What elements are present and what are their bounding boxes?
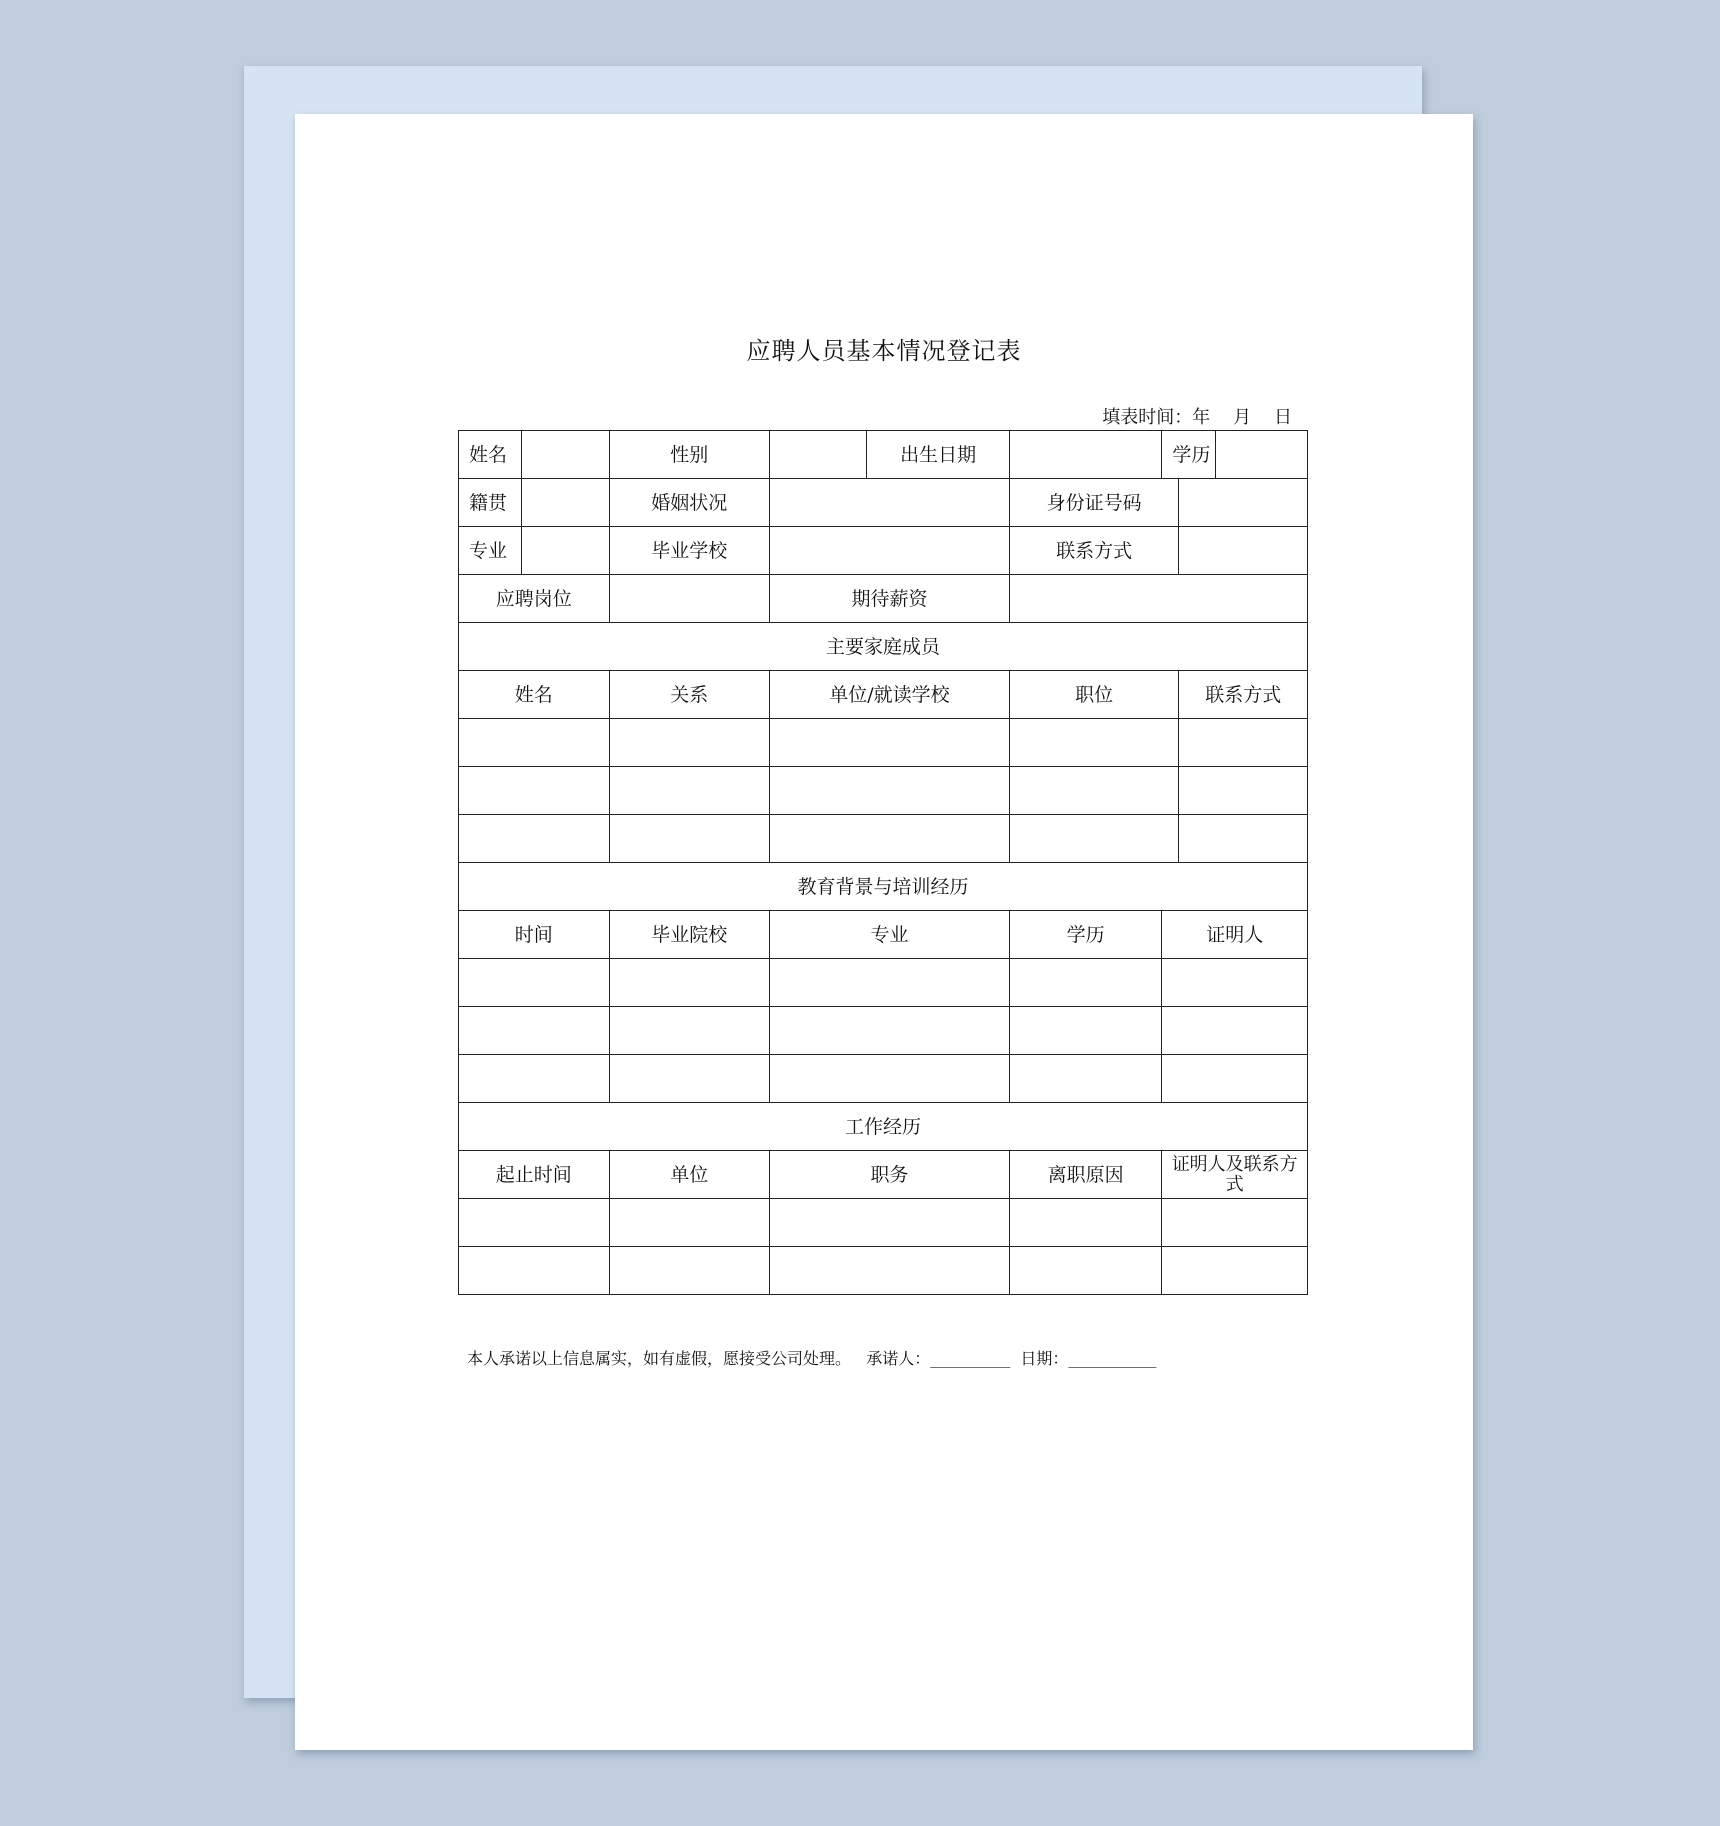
work-row xyxy=(459,1199,1308,1247)
work-col-reference-contact: 证明人及联系方式 xyxy=(1162,1151,1308,1199)
table-cell[interactable] xyxy=(1179,767,1308,815)
table-cell[interactable] xyxy=(1009,1007,1162,1055)
table-cell[interactable] xyxy=(459,815,610,863)
table-cell[interactable] xyxy=(1179,815,1308,863)
document-title: 应聘人员基本情况登记表 xyxy=(746,337,1022,365)
work-header-row xyxy=(459,1151,1308,1199)
table-cell[interactable] xyxy=(609,1247,770,1295)
education-section-heading: 教育背景与培训经历 xyxy=(459,863,1308,911)
education-col-time: 时间 xyxy=(459,911,610,959)
work-col-period: 起止时间 xyxy=(459,1151,610,1199)
family-col-employer: 单位/就读学校 xyxy=(770,671,1010,719)
education-label: 学历 xyxy=(1162,431,1215,479)
family-col-name: 姓名 xyxy=(459,671,610,719)
education-value-cell[interactable] xyxy=(1215,431,1307,479)
education-col-school: 毕业院校 xyxy=(609,911,770,959)
table-cell[interactable] xyxy=(609,959,770,1007)
marital-status-label: 婚姻状况 xyxy=(609,479,770,527)
expected-salary-label: 期待薪资 xyxy=(770,575,1010,623)
table-cell[interactable] xyxy=(1009,1055,1162,1103)
basic-info-row-4 xyxy=(459,575,1308,623)
family-col-position: 职位 xyxy=(1009,671,1179,719)
work-heading-row xyxy=(459,1103,1308,1151)
table-cell[interactable] xyxy=(770,815,1010,863)
table-cell[interactable] xyxy=(770,719,1010,767)
table-cell[interactable] xyxy=(609,1007,770,1055)
table-cell[interactable] xyxy=(459,767,610,815)
family-row xyxy=(459,767,1308,815)
education-col-degree: 学历 xyxy=(1009,911,1162,959)
table-cell[interactable] xyxy=(1162,959,1308,1007)
table-cell[interactable] xyxy=(459,959,610,1007)
table-cell[interactable] xyxy=(770,1007,1010,1055)
basic-info-row-3 xyxy=(459,527,1308,575)
origin-value-cell[interactable] xyxy=(522,479,609,527)
table-cell[interactable] xyxy=(770,1055,1010,1103)
table-cell[interactable] xyxy=(609,719,770,767)
applied-position-label: 应聘岗位 xyxy=(459,575,610,623)
education-col-reference: 证明人 xyxy=(1162,911,1308,959)
table-cell[interactable] xyxy=(609,1055,770,1103)
table-cell[interactable] xyxy=(459,1199,610,1247)
graduate-school-value-cell[interactable] xyxy=(770,527,1010,575)
table-cell[interactable] xyxy=(1009,767,1179,815)
table-cell[interactable] xyxy=(1162,1247,1308,1295)
family-heading-row xyxy=(459,623,1308,671)
table-cell[interactable] xyxy=(770,1247,1010,1295)
pledge-statement: 本人承诺以上信息属实，如有虚假，愿接受公司处理。 承诺人：__________ 日期：___________ xyxy=(467,1349,1157,1368)
table-cell[interactable] xyxy=(609,815,770,863)
table-cell[interactable] xyxy=(1162,1055,1308,1103)
education-heading-row xyxy=(459,863,1308,911)
table-cell[interactable] xyxy=(770,767,1010,815)
work-section-heading: 工作经历 xyxy=(459,1103,1308,1151)
table-cell[interactable] xyxy=(1009,959,1162,1007)
major-label: 专业 xyxy=(459,527,522,575)
table-cell[interactable] xyxy=(1009,1247,1162,1295)
family-col-contact: 联系方式 xyxy=(1179,671,1308,719)
table-cell[interactable] xyxy=(459,719,610,767)
education-row xyxy=(459,1055,1308,1103)
gender-value-cell[interactable] xyxy=(770,431,867,479)
contact-label: 联系方式 xyxy=(1009,527,1179,575)
work-col-title: 职务 xyxy=(770,1151,1010,1199)
table-cell[interactable] xyxy=(609,767,770,815)
id-number-value-cell[interactable] xyxy=(1179,479,1308,527)
work-row xyxy=(459,1247,1308,1295)
table-cell[interactable] xyxy=(1009,719,1179,767)
basic-info-row-1 xyxy=(459,431,1308,479)
birth-date-value-cell[interactable] xyxy=(1009,431,1162,479)
education-row xyxy=(459,1007,1308,1055)
education-header-row xyxy=(459,911,1308,959)
marital-status-value-cell[interactable] xyxy=(770,479,1010,527)
education-row xyxy=(459,959,1308,1007)
table-cell[interactable] xyxy=(459,1247,610,1295)
origin-label: 籍贯 xyxy=(459,479,522,527)
table-cell[interactable] xyxy=(1179,719,1308,767)
work-col-leave-reason: 离职原因 xyxy=(1009,1151,1162,1199)
contact-value-cell[interactable] xyxy=(1179,527,1308,575)
family-col-relation: 关系 xyxy=(609,671,770,719)
major-value-cell[interactable] xyxy=(522,527,609,575)
table-cell[interactable] xyxy=(1162,1199,1308,1247)
table-cell[interactable] xyxy=(1009,1199,1162,1247)
table-cell[interactable] xyxy=(609,1199,770,1247)
graduate-school-label: 毕业学校 xyxy=(609,527,770,575)
family-row xyxy=(459,719,1308,767)
fill-date-line: 填表时间：年 月 日 xyxy=(1102,407,1292,428)
basic-info-row-2 xyxy=(459,479,1308,527)
table-cell[interactable] xyxy=(1009,815,1179,863)
name-label: 姓名 xyxy=(459,431,522,479)
gender-label: 性别 xyxy=(609,431,770,479)
table-cell[interactable] xyxy=(459,1007,610,1055)
id-number-label: 身份证号码 xyxy=(1009,479,1179,527)
registration-form-table xyxy=(458,430,1308,1295)
table-cell[interactable] xyxy=(770,1199,1010,1247)
education-col-major: 专业 xyxy=(770,911,1010,959)
work-col-employer: 单位 xyxy=(609,1151,770,1199)
family-header-row xyxy=(459,671,1308,719)
table-cell[interactable] xyxy=(459,1055,610,1103)
birth-date-label: 出生日期 xyxy=(867,431,1009,479)
expected-salary-value-cell[interactable] xyxy=(1009,575,1307,623)
applied-position-value-cell[interactable] xyxy=(609,575,770,623)
name-value-cell[interactable] xyxy=(522,431,609,479)
table-cell[interactable] xyxy=(1162,1007,1308,1055)
document-page xyxy=(295,114,1473,1750)
family-section-heading: 主要家庭成员 xyxy=(459,623,1308,671)
family-row xyxy=(459,815,1308,863)
table-cell[interactable] xyxy=(770,959,1010,1007)
